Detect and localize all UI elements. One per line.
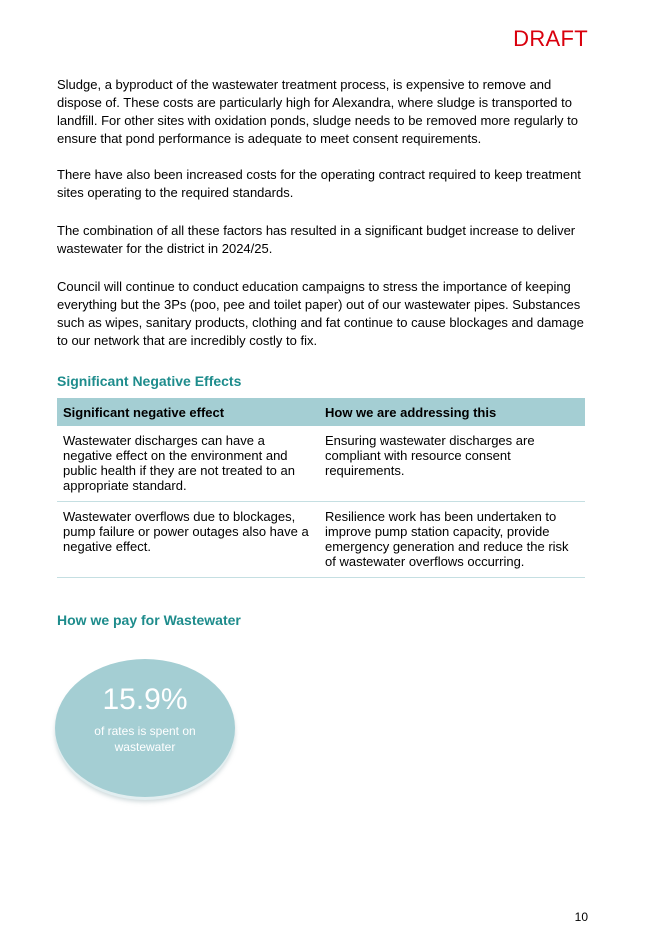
section-heading-how-we-pay: How we pay for Wastewater: [57, 612, 241, 628]
table-header-row: [57, 398, 585, 426]
negative-effects-table: [57, 398, 585, 578]
table-row: [57, 426, 585, 502]
effect-cell: Wastewater discharges can have a negative effect on the environment and public health if they are not treated to an appropriate standard.: [57, 426, 319, 502]
response-cell: Resilience work has been undertaken to improve pump station capacity, provide emergency generation and reduce the risk of wastewater overflows occurring.: [319, 502, 585, 578]
section-heading-negative-effects: Significant Negative Effects: [57, 373, 242, 389]
rates-stat-bubble: [55, 659, 235, 797]
table-row: [57, 502, 585, 578]
draft-watermark: DRAFT: [513, 26, 588, 51]
page-number: 10: [574, 910, 588, 924]
paragraph-budget-increase: The combination of all these factors has resulted in a significant budget increase to deliver wastewater for the district in 2024/25.: [57, 223, 576, 256]
rates-caption: of rates is spent on wastewater: [94, 724, 196, 754]
response-cell: Ensuring wastewater discharges are compliant with resource consent requirements.: [319, 426, 585, 502]
effect-cell: Wastewater overflows due to blockages, pump failure or power outages also have a negative effect.: [57, 502, 319, 578]
rates-percentage: 15.9%: [102, 683, 188, 716]
paragraph-operating-costs: There have also been increased costs for the operating contract required to keep treatment sites operating to the required standards.: [57, 167, 581, 200]
column-header-response: How we are addressing this: [319, 398, 585, 426]
paragraph-sludge: Sludge, a byproduct of the wastewater treatment process, is expensive to remove and dispose of. These costs are particularly high for Alexandra, where sludge is transported to landfill. For other sites with oxidation ponds, sludge needs to be removed more regularly to ensure that pond performance is adequate to meet consent requirements.: [57, 77, 579, 146]
column-header-effect: Significant negative effect: [57, 398, 319, 426]
paragraph-education-campaigns: Council will continue to conduct education campaigns to stress the importance of keeping everything but the 3Ps (poo, pee and toilet paper) out of our wastewater pipes. Substances such as wipes, sanitary products, clothing and fat continue to cause blockages and damage to our network that are incredibly costly to fix.: [57, 279, 584, 348]
